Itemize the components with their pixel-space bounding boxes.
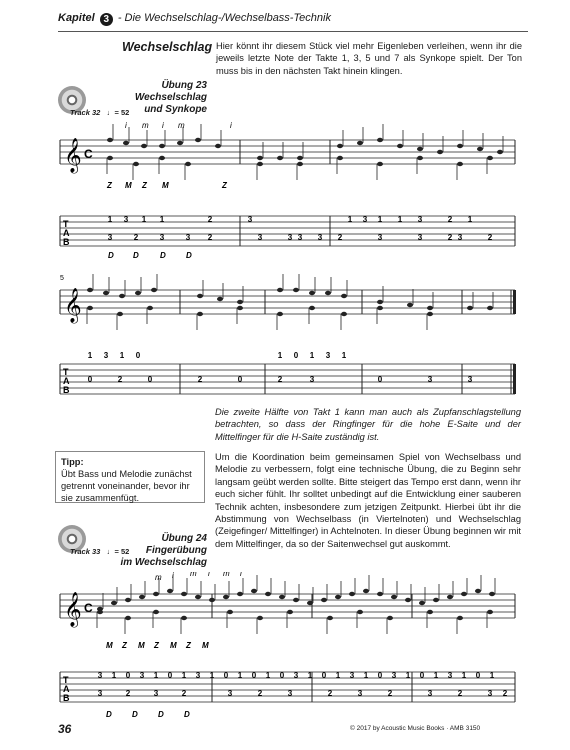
tab-number-low: 3 (97, 689, 103, 698)
melody-note (477, 147, 483, 151)
svg-text:T: T (63, 367, 69, 377)
tab-number-high: 3 (97, 671, 103, 680)
tab-number-low: 3 (377, 233, 383, 242)
notation-system-1 (50, 118, 525, 263)
bass-note (97, 610, 103, 614)
tab-number-low: 3 (159, 233, 165, 242)
tab-number-high: 1 (341, 351, 347, 360)
bass-note (227, 610, 233, 614)
melody-note (223, 595, 229, 599)
tab-number-high: 0 (279, 671, 285, 680)
tab-number-high: 0 (223, 671, 229, 680)
tab-number-high: 1 (377, 215, 383, 224)
tab-number-low: 3 (427, 689, 433, 698)
tempo-marking-2: ♩= 52 (107, 547, 130, 556)
bass-note (287, 610, 293, 614)
melody-note (357, 141, 363, 145)
bass-label: D (133, 251, 139, 260)
intro-paragraph: Hier könnt ihr diesem Stück viel mehr Eigenleben verleihen, wenn ihr die jeweils letzte Note der Takte 1, 3, 5 und 7 als Synkope spielt. Der Ton muss bis in den nächsten Takt hinein klingen. (216, 41, 522, 76)
running-header (58, 12, 331, 26)
bass-note (237, 306, 243, 310)
melody-note (141, 144, 147, 148)
tab-number-low: 2 (447, 233, 453, 242)
melody-note (195, 138, 201, 142)
melody-note (497, 150, 503, 154)
fingering: i (240, 572, 242, 578)
tab-number-low: 3 (297, 233, 303, 242)
tab-number-high: 0 (167, 671, 173, 680)
melody-note (125, 598, 131, 602)
melody-note (309, 291, 315, 295)
melody-note (397, 144, 403, 148)
svg-text:A: A (63, 228, 70, 238)
tab-number-high: 3 (447, 671, 453, 680)
treble-clef-icon: 𝄞 (64, 289, 82, 322)
header-rule (58, 31, 528, 32)
tab-number-high: 0 (251, 671, 257, 680)
melody-note (237, 592, 243, 596)
melody-note (159, 144, 165, 148)
melody-note (475, 589, 481, 593)
stroke-m: M (125, 181, 132, 190)
fingering: m (223, 572, 230, 578)
svg-text:A: A (63, 684, 70, 694)
melody-note (87, 288, 93, 292)
melody-note (107, 138, 113, 142)
melody-note (119, 294, 125, 298)
tab-number-low: 3 (287, 689, 293, 698)
tab-number-high: 2 (447, 215, 453, 224)
melody-note (307, 601, 313, 605)
melody-note (407, 303, 413, 307)
tab-number-low: 2 (457, 689, 463, 698)
melody-note (257, 156, 263, 160)
tab-number-high: 0 (377, 671, 383, 680)
bass-note (487, 156, 493, 160)
tip-text: Übt Bass und Melodie zunächst getrennt voneinander, bevor ihr sie zusammenfügt. (61, 469, 192, 503)
notes-group (97, 575, 495, 634)
bass-note (181, 616, 187, 620)
time-signature: C (84, 601, 93, 615)
stroke-z: Z (222, 181, 227, 190)
bass-note (185, 162, 191, 166)
tab-number-high: 1 (153, 671, 159, 680)
tab-number-low: 3 (107, 233, 113, 242)
bass-note (427, 312, 433, 316)
melody-note (293, 288, 299, 292)
tab-number-high: 1 (363, 671, 369, 680)
tab-number-high: 1 (307, 671, 313, 680)
fingering: m (155, 573, 162, 582)
fingering-m: m (178, 121, 185, 130)
melody-note (103, 291, 109, 295)
tab-number-high: 1 (405, 671, 411, 680)
melody-note (277, 156, 283, 160)
fingering: i (208, 572, 210, 578)
bass-note (427, 610, 433, 614)
melody-note (321, 598, 327, 602)
tab-number-high: 3 (247, 215, 253, 224)
melody-note (209, 598, 215, 602)
melody-note (325, 291, 331, 295)
bass-note (87, 306, 93, 310)
melody-note (363, 589, 369, 593)
melody-note (167, 589, 173, 593)
tab-number-high: 1 (107, 215, 113, 224)
tab-number-low: 3 (417, 233, 423, 242)
bass-label: D (160, 251, 166, 260)
tab-number-low: 3 (427, 375, 433, 384)
caption-paragraph: Die zweite Hälfte von Takt 1 kann man auch als Zupfanschlagstellung betrachten, so dass der Ringfinger für die hohe E-Saite und der Mittelfinger für die H-Saite zuständig ist. (215, 407, 521, 442)
bass-label: D (108, 251, 114, 260)
tab-number-low: 2 (207, 233, 213, 242)
chapter-word: Kapitel (58, 12, 95, 24)
tip-title: Tipp: (61, 457, 84, 467)
tab-number-high: 1 (159, 215, 165, 224)
melody-note (293, 598, 299, 602)
melody-note (405, 598, 411, 602)
copyright-line: © 2017 by Acoustic Music Books · AMB 3150 (350, 725, 481, 732)
tab-number-low: 3 (185, 233, 191, 242)
tab-number-low: 3 (317, 233, 323, 242)
tab-number-high: 3 (103, 351, 109, 360)
tab-number-high: 3 (417, 215, 423, 224)
svg-text:T: T (63, 675, 69, 685)
bass-note (257, 162, 263, 166)
treble-clef-icon: 𝄞 (64, 139, 82, 172)
tip-box (55, 451, 205, 503)
exercise-title-2-line2: Fingerübung (145, 545, 207, 556)
tab-number-low: 2 (502, 689, 508, 698)
final-barline (513, 290, 516, 314)
bass-note (487, 610, 493, 614)
tab-number-low: 0 (87, 375, 93, 384)
tab-number-low: 2 (387, 689, 393, 698)
tempo-marking-1: ♩= 52 (107, 108, 130, 117)
melody-note (457, 144, 463, 148)
melody-note (461, 592, 467, 596)
melody-note (151, 288, 157, 292)
melody-note (195, 595, 201, 599)
tab-number-high: 1 (309, 351, 315, 360)
tab-number-high: 1 (335, 671, 341, 680)
bass-note (387, 616, 393, 620)
bass-note (277, 312, 283, 316)
melody-note (153, 592, 159, 596)
tab-number-high: 2 (207, 215, 213, 224)
exercise-title-1 (120, 80, 207, 116)
tab-number-high: 1 (433, 671, 439, 680)
tab-number-high: 1 (277, 351, 283, 360)
melody-note (277, 288, 283, 292)
bass-note (197, 312, 203, 316)
bass-label: D (158, 710, 164, 719)
bass-note (457, 616, 463, 620)
tab-number-high: 1 (467, 215, 473, 224)
exercise-title-1-line1: Übung 23 (161, 80, 207, 91)
tab-number-high: 1 (209, 671, 215, 680)
bass-label: D (132, 710, 138, 719)
tab-number-high: 1 (489, 671, 495, 680)
track-label-1: Track 32 (70, 108, 101, 117)
bass-note (327, 616, 333, 620)
notation-system-2 (50, 268, 525, 396)
tab-number-low: 2 (125, 689, 131, 698)
exercise-title-1-line2: Wechselschlag (134, 92, 207, 103)
stroke: Z (154, 641, 159, 650)
measure-number: 5 (60, 275, 64, 282)
bass-note (297, 162, 303, 166)
tab-number-high: 3 (325, 351, 331, 360)
tab-number-high: 0 (419, 671, 425, 680)
body-paragraph: Um die Koordination beim gemeinsamen Spiel von Wechselbass und Melodie zu verbessern, folgt eine technische Übung, die zu Beginn sehr langsam geübt werden sollte. Bitte steigert das Tempo erst dann, wenn ihr euch sicher fühlt. Ihr solltet unbedingt auf die Entwicklung einer sauberen Technik achten, insbesondere zum jetzigen Zeitpunkt. Hierbei übt ihr die Abstimmung von Wechselbass (in Viertelnoten) und Wechselschlag (Zeigefinger/ Mittelfinger) in Achtelnoten. In dieser Übung beginnen wir mit dem Mittelfinger, da so der Saitenwechsel gut auskommt. (215, 452, 521, 549)
melody-note (467, 306, 473, 310)
stroke: M (202, 641, 209, 650)
melody-note (391, 595, 397, 599)
svg-text:B: B (63, 237, 70, 247)
tab-number-high: 0 (125, 671, 131, 680)
section-title: Wechselschlag (122, 40, 213, 54)
melody-note (349, 592, 355, 596)
tab-number-low: 2 (257, 689, 263, 698)
exercise-title-2-line3: im Wechselschlag (120, 557, 207, 568)
fingering-i: i (230, 121, 232, 130)
melody-note (417, 147, 423, 151)
page-number: 36 (58, 722, 72, 736)
tab-number-high: 1 (87, 351, 93, 360)
tab-number-low: 2 (337, 233, 343, 242)
tab-number-low: 2 (133, 233, 139, 242)
stroke: M (170, 641, 177, 650)
bass-note (153, 610, 159, 614)
tab-number-high: 3 (391, 671, 397, 680)
melody-note (123, 141, 129, 145)
fingering-m: m (142, 121, 149, 130)
tab-numbers (98, 671, 508, 698)
melody-note (215, 144, 221, 148)
tab-number-high: 1 (111, 671, 117, 680)
bass-note (147, 306, 153, 310)
melody-note (251, 589, 257, 593)
tab-number-high: 0 (475, 671, 481, 680)
melody-note (297, 156, 303, 160)
tab-number-high: 0 (135, 351, 141, 360)
bass-note (309, 306, 315, 310)
svg-text:A: A (63, 376, 70, 386)
bass-label: D (186, 251, 192, 260)
stroke: M (138, 641, 145, 650)
tab-number-low: 2 (277, 375, 283, 384)
bass-note (457, 162, 463, 166)
tab-number-high: 1 (181, 671, 187, 680)
tab-number-low: 0 (147, 375, 153, 384)
tab-number-low: 3 (153, 689, 159, 698)
tab-number-low: 3 (457, 233, 463, 242)
melody-note (377, 300, 383, 304)
melody-note (335, 595, 341, 599)
bass-note (107, 156, 113, 160)
tab-number-low: 2 (487, 233, 493, 242)
exercise-title-2 (110, 533, 207, 569)
melody-note (111, 601, 117, 605)
bass-note (159, 156, 165, 160)
bass-note (377, 306, 383, 310)
melody-note (447, 595, 453, 599)
fingering-i: i (125, 121, 127, 130)
tab-number-low: 2 (197, 375, 203, 384)
melody-note (489, 592, 495, 596)
tab-clef: T (63, 219, 69, 229)
tab-number-low: 3 (467, 375, 473, 384)
tab-number-high: 1 (347, 215, 353, 224)
bass-note (337, 156, 343, 160)
tab-number-high: 1 (237, 671, 243, 680)
bass-label: D (184, 710, 190, 719)
melody-note (337, 144, 343, 148)
melody-note (135, 291, 141, 295)
notation-system-3 (50, 572, 525, 722)
bass-note (133, 162, 139, 166)
tab-number-high: 1 (119, 351, 125, 360)
tab-number-high: 3 (362, 215, 368, 224)
tab-number-high: 3 (293, 671, 299, 680)
bass-note (257, 616, 263, 620)
melody-note (377, 592, 383, 596)
tab-number-high: 1 (265, 671, 271, 680)
fingering: m (190, 572, 197, 578)
tab-number-high: 3 (349, 671, 355, 680)
tab-number-high: 0 (321, 671, 327, 680)
melody-note (139, 595, 145, 599)
exercise-title-2-line1: Übung 24 (161, 533, 207, 544)
melody-note (437, 150, 443, 154)
exercise-title-1-line3: und Synkope (144, 104, 207, 115)
tab-number-low: 3 (257, 233, 263, 242)
bass-note (377, 162, 383, 166)
barlines (60, 140, 515, 246)
stroke-m: M (162, 181, 169, 190)
tab-number-low: 2 (327, 689, 333, 698)
bass-note (417, 156, 423, 160)
tab-number-low: 0 (237, 375, 243, 384)
stroke: M (106, 641, 113, 650)
tab-number-high: 1 (461, 671, 467, 680)
melody-note (377, 138, 383, 142)
melody-note (419, 601, 425, 605)
treble-clef-icon: 𝄞 (64, 593, 82, 626)
tab-number-low: 2 (117, 375, 123, 384)
melody-note (487, 306, 493, 310)
tab-number-low: 3 (357, 689, 363, 698)
tab-number-low: 3 (227, 689, 233, 698)
melody-note (237, 300, 243, 304)
tab-number-low: 0 (377, 375, 383, 384)
tab-number-high: 1 (141, 215, 147, 224)
tab-numbers (108, 215, 493, 242)
chapter-title: - Die Wechselschlag-/Wechselbass-Technik (117, 12, 331, 24)
bass-note (341, 312, 347, 316)
melody-note (341, 294, 347, 298)
stroke: Z (122, 641, 127, 650)
tab-number-low: 3 (309, 375, 315, 384)
stroke-z: Z (107, 181, 112, 190)
stroke: Z (186, 641, 191, 650)
stroke-z: Z (142, 181, 147, 190)
melody-note (279, 595, 285, 599)
svg-text:B: B (63, 693, 70, 703)
melody-note (197, 294, 203, 298)
tab-number-high: 3 (139, 671, 145, 680)
tab-number-low: 3 (287, 233, 293, 242)
melody-note (177, 141, 183, 145)
tab-numbers (88, 351, 473, 384)
melody-note (265, 592, 271, 596)
tab-number-high: 0 (293, 351, 299, 360)
fingering-i: i (162, 121, 164, 130)
chapter-number-badge: 3 (100, 13, 113, 26)
track-label-2: Track 33 (70, 547, 101, 556)
melody-note (181, 592, 187, 596)
bass-label: D (106, 710, 112, 719)
tab-number-low: 2 (181, 689, 187, 698)
bass-note (117, 312, 123, 316)
melody-note (217, 297, 223, 301)
bass-note (357, 610, 363, 614)
svg-text:B: B (63, 385, 70, 395)
melody-note (433, 598, 439, 602)
tab-number-high: 3 (195, 671, 201, 680)
tab-number-low: 3 (487, 689, 493, 698)
tab-number-high: 1 (397, 215, 403, 224)
time-signature: C (84, 147, 93, 161)
melody-note (427, 306, 433, 310)
tab-number-high: 3 (123, 215, 129, 224)
bass-note (125, 616, 131, 620)
